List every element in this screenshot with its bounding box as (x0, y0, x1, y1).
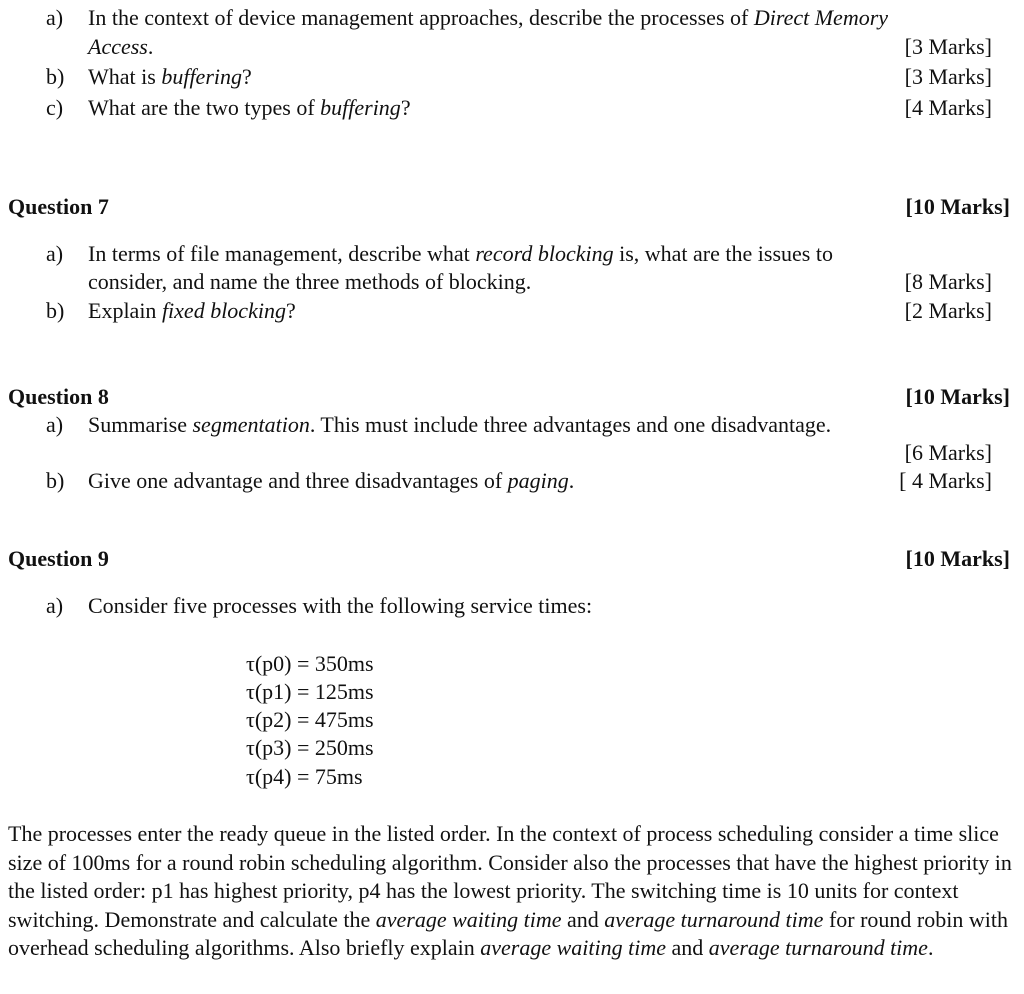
q6-b-label: b) (46, 64, 65, 89)
service-time-p2: τ(p2) = 475ms (246, 707, 374, 732)
q9-marks: [10 Marks] (905, 546, 1010, 571)
q6-b-marks: [3 Marks] (904, 64, 992, 89)
q7-title: Question 7 (8, 194, 109, 219)
q6-a-text: In the context of device management approaches, describe the processes of Direct Memory (88, 5, 889, 30)
q9-a-label: a) (46, 593, 64, 618)
q8-marks: [10 Marks] (905, 384, 1010, 409)
q6-a-marks: [3 Marks] (904, 34, 992, 59)
q9-a-text: Consider five processes with the following service times: (88, 593, 593, 618)
q7-b-marks: [2 Marks] (904, 298, 992, 323)
q7-a-marks: [8 Marks] (904, 269, 992, 294)
q8-title: Question 8 (8, 384, 109, 409)
q8-b-text: Give one advantage and three disadvantages of paging. (88, 468, 575, 493)
service-time-p4: τ(p4) = 75ms (246, 764, 363, 789)
q8-b-marks: [ 4 Marks] (899, 468, 992, 493)
q6-c-label: c) (46, 95, 64, 120)
q6-c-text: What are the two types of buffering? (88, 95, 411, 120)
q7-a-text-line2: consider, and name the three methods of blocking. (88, 269, 532, 294)
q7-b-label: b) (46, 298, 65, 323)
q7-a-text: In terms of file management, describe what record blocking is, what are the issues to (88, 241, 833, 266)
q6-b-text: What is buffering? (88, 64, 252, 89)
service-time-p0: τ(p0) = 350ms (246, 651, 374, 676)
q7-marks: [10 Marks] (905, 194, 1010, 219)
q8-a-marks: [6 Marks] (904, 440, 992, 465)
q7-a-label: a) (46, 241, 64, 266)
q7-b-text: Explain fixed blocking? (88, 298, 296, 323)
q6-c-marks: [4 Marks] (904, 95, 992, 120)
q6-a-label: a) (46, 5, 64, 30)
q8-a-text: Summarise segmentation. This must include three advantages and one disadvantage. (88, 412, 832, 437)
q8-b-label: b) (46, 468, 65, 493)
service-time-p1: τ(p1) = 125ms (246, 679, 374, 704)
q6-a-text-line2: Access. (88, 34, 154, 59)
q8-a-label: a) (46, 412, 64, 437)
service-time-p3: τ(p3) = 250ms (246, 735, 374, 760)
q9-title: Question 9 (8, 546, 109, 571)
q9-paragraph: The processes enter the ready queue in the listed order. In the context of process scheduling consider a time slice size of 100ms for a round robin scheduling algorithm. Consider also the processes that have the highest priority in the listed order: p1 has highest priority, p4 has the lowest priority. The switching time is 10 units for context switching. Demonstrate and calculate the average waiting time and average turnaround time for round robin with overhead scheduling algorithms. Also briefly explain average waiting time and average turnaround time. (8, 821, 1012, 961)
